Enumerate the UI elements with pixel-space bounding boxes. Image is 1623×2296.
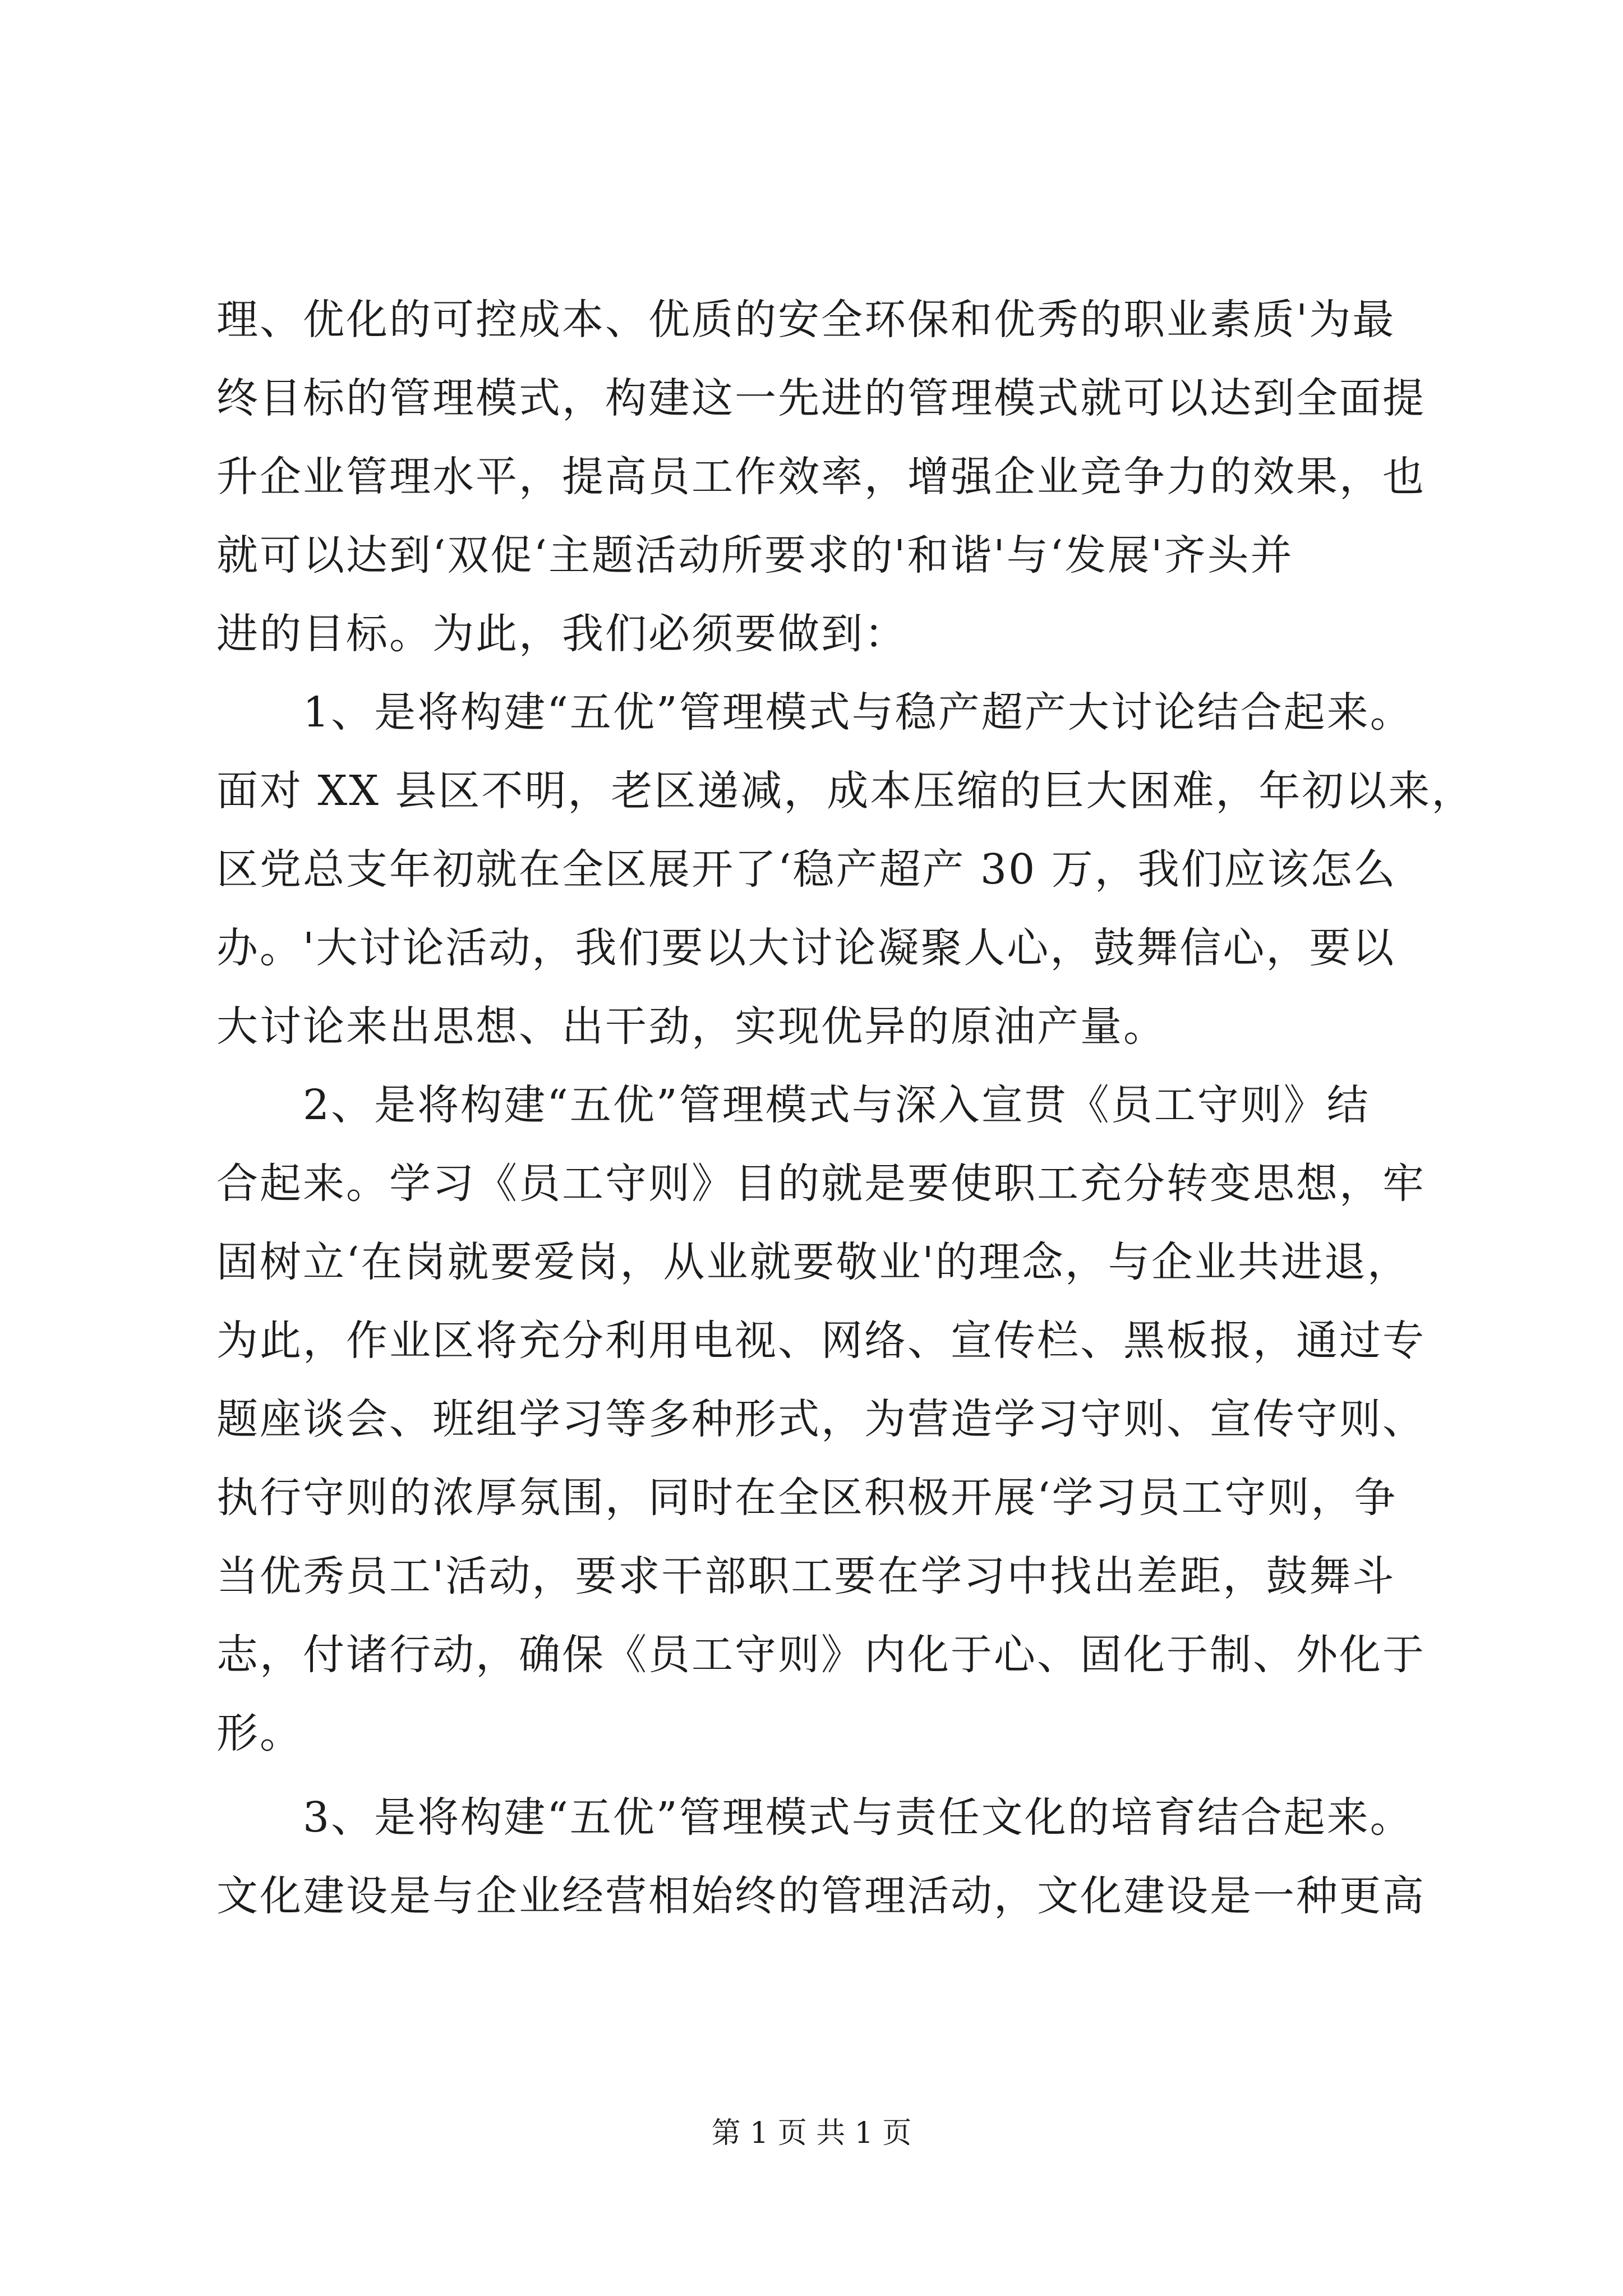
text-line: 终目标的管理模式，构建这一先进的管理模式就可以达到全面提 <box>216 374 1426 422</box>
text-line: 固树立‘在岗就要爱岗，从业就要敬业'的理念，与企业共进退， <box>216 1238 1410 1286</box>
text-line: 形。 <box>216 1709 303 1757</box>
text-line: 文化建设是与企业经营相始终的管理活动，文化建设是一种更高 <box>216 1872 1426 1920</box>
paragraph-2 <box>216 673 1475 1066</box>
text-line: 2、是将构建“五优”管理模式与深入宣贯《员工守则》结 <box>216 1081 1370 1129</box>
paragraph-1 <box>216 280 1426 673</box>
text-line: 合起来。学习《员工守则》目的就是要使职工充分转变思想，牢 <box>216 1159 1426 1208</box>
text-line: 就可以达到‘双促‘主题活动所要求的'和谐'与‘发展'齐头并 <box>216 531 1294 579</box>
page-footer <box>0 2109 1623 2151</box>
text-line: 1、是将构建“五优”管理模式与稳产超产大讨论结合起来。 <box>216 688 1413 737</box>
text-line: 理、优化的可控成本、优质的安全环保和优秀的职业素质'为最 <box>216 296 1396 344</box>
text-line: 升企业管理水平，提高员工作效率，增强企业竞争力的效果，也 <box>216 453 1426 501</box>
text-line: 大讨论来出思想、出干劲，实现优异的原油产量。 <box>216 1002 1166 1051</box>
text-line: 办。'大讨论活动，我们要以大讨论凝聚人心，鼓舞信心，要以 <box>216 924 1396 972</box>
text-line: 志，付诸行动，确保《员工守则》内化于心、固化于制、外化于 <box>216 1631 1426 1679</box>
text-line: 进的目标。为此，我们必须要做到： <box>216 610 907 658</box>
text-line: 题座谈会、班组学习等多种形式，为营造学习守则、宣传守则、 <box>216 1395 1426 1443</box>
paragraph-3 <box>216 1066 1426 1773</box>
paragraph-4 <box>216 1778 1426 1935</box>
text-line: 为此，作业区将充分利用电视、网络、宣传栏、黑板报，通过专 <box>216 1317 1426 1365</box>
text-line: 执行守则的浓厚氛围，同时在全区积极开展‘学习员工守则，争 <box>216 1474 1398 1522</box>
text-line: 面对 XX 县区不明，老区递减，成本压缩的巨大困难，年初以来， <box>216 767 1475 815</box>
paragraph-spacer <box>216 1773 1422 1778</box>
page-number-label: 第 1 页 共 1 页 <box>711 2116 912 2150</box>
document-body <box>216 280 1475 1935</box>
text-line: 3、是将构建“五优”管理模式与责任文化的培育结合起来。 <box>216 1793 1413 1842</box>
text-line: 区党总支年初就在全区展开了‘稳产超产 30 万，我们应该怎么 <box>216 845 1397 894</box>
text-line: 当优秀员工'活动，要求干部职工要在学习中找出差距，鼓舞斗 <box>216 1552 1396 1600</box>
